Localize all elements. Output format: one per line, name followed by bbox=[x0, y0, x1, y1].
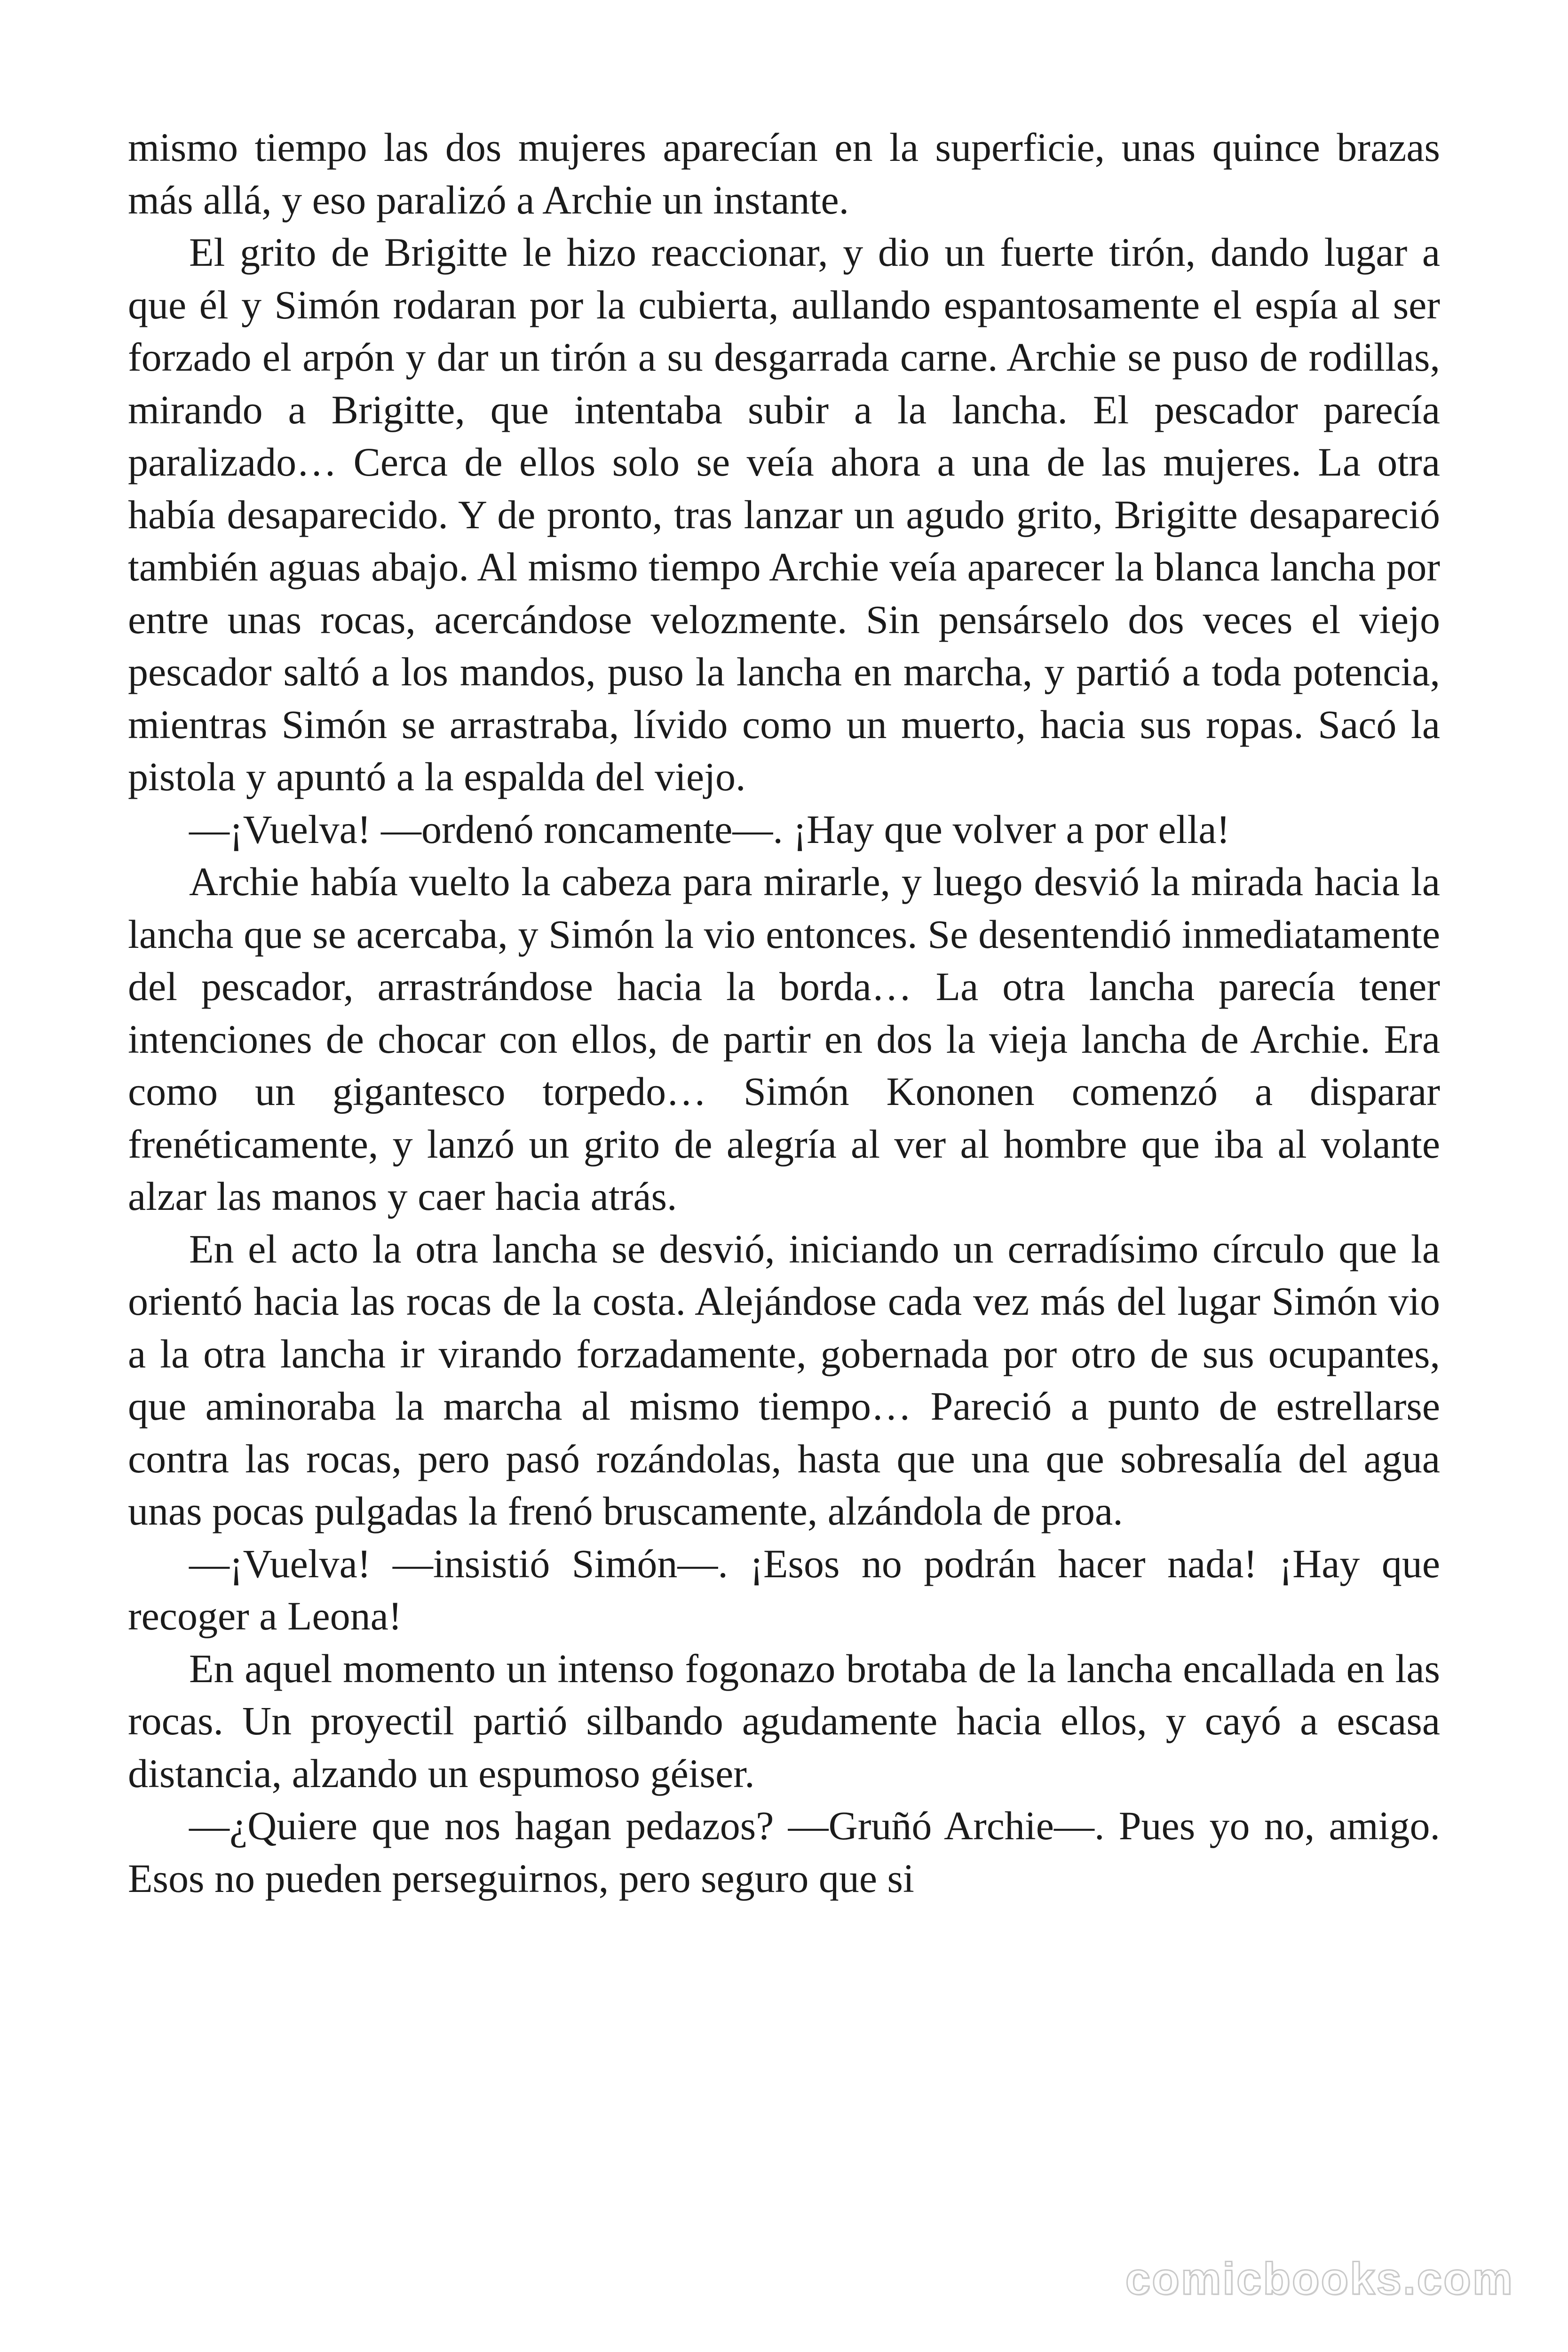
paragraph-8: —¿Quiere que nos hagan pedazos? —Gruñó Archie—. Pues yo no, amigo. Esos no pueden perseguirnos, pero seguro que si bbox=[128, 1803, 1440, 1901]
paragraph-2: El grito de Brigitte le hizo reaccionar, y dio un fuerte tirón, dando lugar a que él y Simón rodaran por la cubierta, aullando espantosamente el espía al ser forzado el arpón y dar un tirón a su desgarrada carne. Archie se puso de rodillas, mirando a Brigitte, que intentaba subir a la lancha. El pescador parecía paralizado… Cerca de ellos solo se veía ahora a una de las mujeres. La otra había desaparecido. Y de pronto, tras lanzar un agudo grito, Brigitte desapareció también aguas abajo. Al mismo tiempo Archie veía aparecer la blanca lancha por entre unas rocas, acercándose velozmente. Sin pensárselo dos veces el viejo pescador saltó a los mandos, puso la lancha en marcha, y partió a toda potencia, mientras Simón se arrastraba, lívido como un muerto, hacia sus ropas. Sacó la pistola y apuntó a la espalda del viejo. bbox=[128, 230, 1440, 799]
site-watermark: comicbooks.com bbox=[1125, 2254, 1514, 2304]
paragraph-3: —¡Vuelva! —ordenó roncamente—. ¡Hay que volver a por ella! bbox=[189, 806, 1230, 852]
paragraph-7: En aquel momento un intenso fogonazo brotaba de la lancha encallada en las rocas. Un proyectil partió silbando agudamente hacia ellos, y cayó a escasa distancia, alzando un espumoso géiser. bbox=[128, 1645, 1440, 1796]
paragraph-1: mismo tiempo las dos mujeres aparecían en la superficie, unas quince brazas más allá, y eso paralizó a Archie un instante. bbox=[128, 125, 1440, 222]
paragraph-6: —¡Vuelva! —insistió Simón—. ¡Esos no podrán hacer nada! ¡Hay que recoger a Leona! bbox=[128, 1541, 1440, 1638]
paragraph-5: En el acto la otra lancha se desvió, iniciando un cerradísimo círculo que la orientó hacia las rocas de la costa. Alejándose cada vez más del lugar Simón vio a la otra lancha ir virando forzadamente, gobernada por otro de sus ocupantes, que aminoraba la marcha al mismo tiempo… Pareció a punto de estrellarse contra las rocas, pero pasó rozándolas, hasta que una que sobresalía del agua unas pocas pulgadas la frenó bruscamente, alzándola de proa. bbox=[128, 1226, 1440, 1534]
book-page-text bbox=[128, 121, 1440, 1905]
paragraph-4: Archie había vuelto la cabeza para mirarle, y luego desvió la mirada hacia la lancha que se acercaba, y Simón la vio entonces. Se desentendió inmediatamente del pescador, arrastrándose hacia la borda… La otra lancha parecía tener intenciones de chocar con ellos, de partir en dos la vieja lancha de Archie. Era como un gigantesco torpedo… Simón Kononen comenzó a disparar frenéticamente, y lanzó un grito de alegría al ver al hombre que iba al volante alzar las manos y caer hacia atrás. bbox=[128, 859, 1440, 1219]
